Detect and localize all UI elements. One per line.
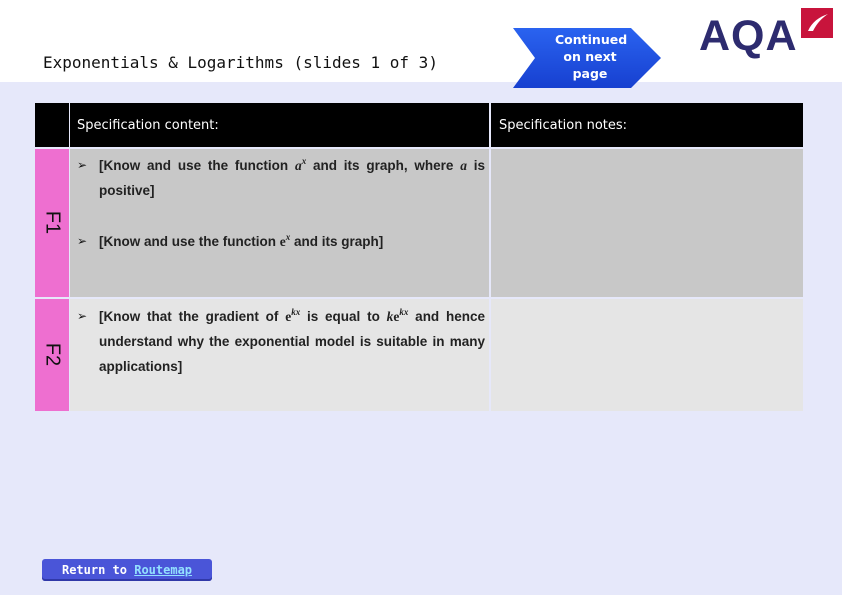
spec-point-f2-1: [Know that the gradient of $e^{kx}$ is equal to $ke^{kx}$ and hence understand why the exponential model is suitable in many applications]	[99, 307, 485, 374]
continued-label: Continued on next page	[555, 32, 628, 81]
return-to-routemap-button[interactable]	[42, 559, 212, 581]
routemap-link[interactable]: Routemap	[134, 563, 193, 577]
row-notes-cell-f2	[491, 299, 803, 411]
row-label-cell-f2	[35, 299, 69, 411]
row-label-f2: F2	[41, 342, 64, 367]
header-corner-cell	[35, 103, 69, 147]
logo-text: AQA	[699, 12, 798, 60]
page-title: Exponentials & Logarithms (slides 1 of 3)	[43, 53, 438, 72]
aqa-logo	[699, 8, 833, 60]
content-header-cell	[70, 103, 489, 147]
spec-point-f1-2: [Know and use the function $e^x$ and its graph]	[99, 232, 384, 249]
row-label-cell-f1	[35, 149, 69, 297]
spec-table	[35, 103, 803, 413]
arrow-bullet-icon: ➢	[77, 309, 88, 323]
arrow-bullet-icon: ➢	[77, 158, 88, 172]
return-button-label: Return to Routemap	[61, 563, 193, 577]
notes-header-cell	[491, 103, 803, 147]
spec-point-f1-1: [Know and use the function $a^x$ and its graph, where a is positive]	[99, 156, 485, 198]
row-notes-cell-f1	[491, 149, 803, 297]
logo-mark-icon	[801, 8, 833, 38]
row-label-f1: F1	[41, 210, 64, 235]
arrow-bullet-icon: ➢	[77, 234, 88, 248]
continued-arrow[interactable]	[513, 28, 661, 88]
notes-header-label: Specification notes:	[499, 118, 628, 133]
content-header-label: Specification content:	[77, 118, 219, 133]
